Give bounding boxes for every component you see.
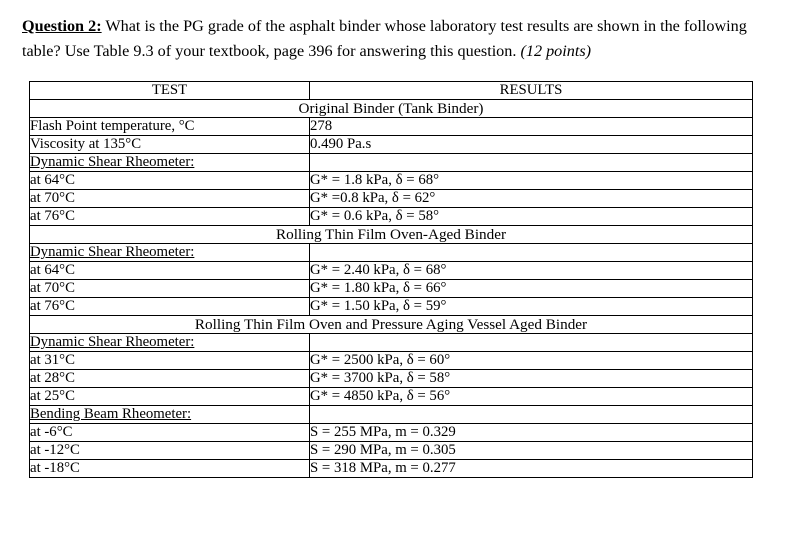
temp-label: at 76°C	[30, 298, 310, 316]
table-row	[30, 334, 753, 352]
viscosity-label: Viscosity at 135°C	[30, 136, 310, 154]
table-row	[30, 244, 753, 262]
dsr-result: G* = 3700 kPa, δ = 58°	[310, 370, 753, 388]
question-points: (12 points)	[520, 42, 592, 60]
flash-point-value: 278	[310, 118, 753, 136]
empty-cell	[310, 406, 753, 424]
dsr-result: G* = 2.40 kPa, δ = 68°	[310, 262, 753, 280]
temp-label: at 31°C	[30, 352, 310, 370]
section-title-pav: Rolling Thin Film Oven and Pressure Aging Vessel Aged Binder	[30, 316, 753, 334]
question-prompt	[22, 14, 782, 64]
table-row	[30, 280, 753, 298]
table-row	[30, 460, 753, 478]
table-row	[30, 388, 753, 406]
bbr-group-label: Bending Beam Rheometer:	[30, 406, 310, 424]
empty-cell	[310, 334, 753, 352]
table-row	[30, 352, 753, 370]
table-row	[30, 370, 753, 388]
dsr-result: G* = 1.80 kPa, δ = 66°	[310, 280, 753, 298]
table-row	[30, 424, 753, 442]
test-header: TEST	[30, 82, 310, 100]
table-row	[30, 136, 753, 154]
table-row	[30, 298, 753, 316]
section-title-rtfo: Rolling Thin Film Oven-Aged Binder	[30, 226, 753, 244]
table-row	[30, 172, 753, 190]
table-row	[30, 190, 753, 208]
temp-label: at 25°C	[30, 388, 310, 406]
section-row	[30, 100, 753, 118]
bbr-result: S = 318 MPa, m = 0.277	[310, 460, 753, 478]
question-text: What is the PG grade of the asphalt binder whose laboratory test results are shown in the following table? Use Table 9.3 of your textbook, page 396 for answering this question.	[22, 17, 747, 60]
temp-label: at 76°C	[30, 208, 310, 226]
temp-label: at 64°C	[30, 262, 310, 280]
results-header: RESULTS	[310, 82, 753, 100]
question-label: Question 2:	[22, 17, 102, 35]
section-row	[30, 316, 753, 334]
empty-cell	[310, 244, 753, 262]
dsr-result: G* =0.8 kPa, δ = 62°	[310, 190, 753, 208]
temp-label: at -6°C	[30, 424, 310, 442]
table-row	[30, 118, 753, 136]
results-table	[29, 81, 753, 478]
temp-label: at -18°C	[30, 460, 310, 478]
section-title-original: Original Binder (Tank Binder)	[30, 100, 753, 118]
table-row	[30, 262, 753, 280]
dsr-group-label: Dynamic Shear Rheometer:	[30, 154, 310, 172]
bbr-result: S = 290 MPa, m = 0.305	[310, 442, 753, 460]
table-row	[30, 442, 753, 460]
table-row	[30, 154, 753, 172]
dsr-result: G* = 1.50 kPa, δ = 59°	[310, 298, 753, 316]
dsr-result: G* = 1.8 kPa, δ = 68°	[310, 172, 753, 190]
section-row	[30, 226, 753, 244]
bbr-result: S = 255 MPa, m = 0.329	[310, 424, 753, 442]
flash-point-label: Flash Point temperature, °C	[30, 118, 310, 136]
temp-label: at -12°C	[30, 442, 310, 460]
header-row	[30, 82, 753, 100]
temp-label: at 70°C	[30, 280, 310, 298]
dsr-result: G* = 2500 kPa, δ = 60°	[310, 352, 753, 370]
viscosity-value: 0.490 Pa.s	[310, 136, 753, 154]
temp-label: at 28°C	[30, 370, 310, 388]
dsr-result: G* = 4850 kPa, δ = 56°	[310, 388, 753, 406]
dsr-group-label: Dynamic Shear Rheometer:	[30, 244, 310, 262]
temp-label: at 70°C	[30, 190, 310, 208]
table-row	[30, 208, 753, 226]
empty-cell	[310, 154, 753, 172]
dsr-group-label: Dynamic Shear Rheometer:	[30, 334, 310, 352]
table-row	[30, 406, 753, 424]
dsr-result: G* = 0.6 kPa, δ = 58°	[310, 208, 753, 226]
temp-label: at 64°C	[30, 172, 310, 190]
